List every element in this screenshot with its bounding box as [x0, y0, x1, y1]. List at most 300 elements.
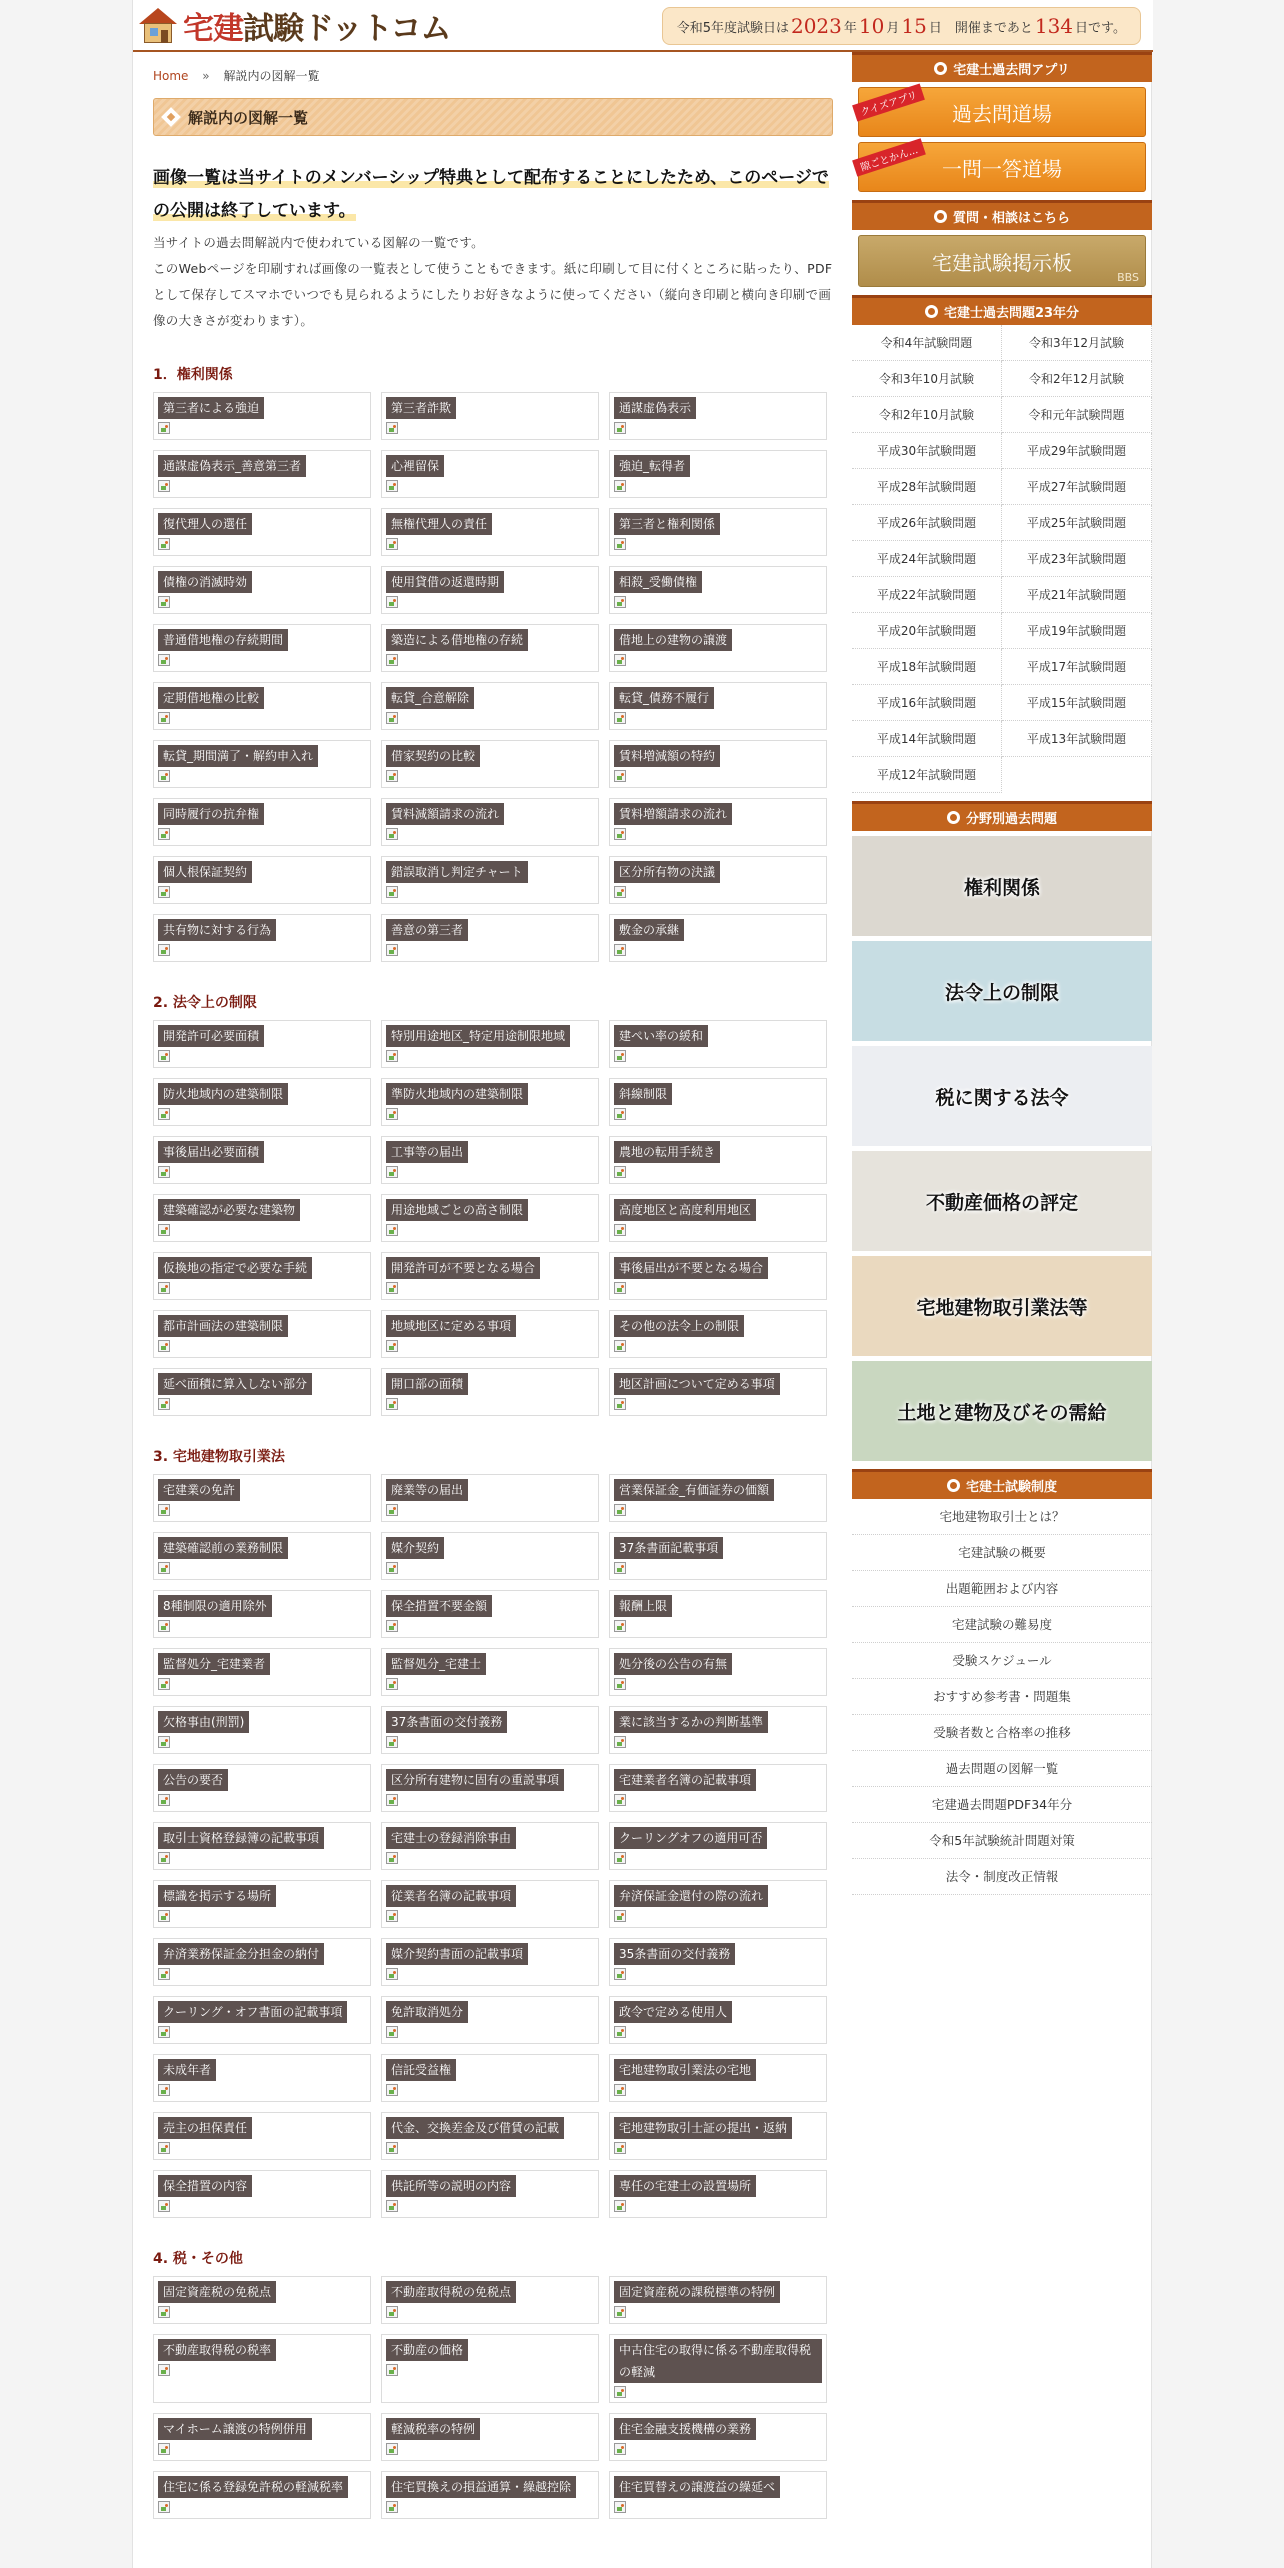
diagram-grid	[153, 2276, 833, 2519]
circle-bullet-icon	[934, 62, 947, 75]
broken-image-icon	[614, 1108, 626, 1120]
main-content	[153, 52, 833, 2519]
exam-year-link[interactable]: 平成26年試験問題	[852, 505, 1002, 541]
diagram-caption: 延べ面積に算入しない部分	[158, 1373, 312, 1395]
diagram-card	[153, 2334, 371, 2403]
breadcrumb-home-link[interactable]: Home	[153, 69, 189, 83]
exam-year-link[interactable]: 平成14年試験問題	[852, 721, 1002, 757]
diagram-card	[153, 1194, 371, 1242]
diagram-caption: 建築確認前の業務制限	[158, 1537, 288, 1559]
diagram-card	[609, 798, 827, 846]
diagram-card	[381, 1078, 599, 1126]
ichimon-ribbon: 隙ごとかん...	[852, 138, 925, 176]
diagram-caption: 善意の第三者	[386, 919, 468, 941]
diagram-card	[609, 740, 827, 788]
diagram-caption: その他の法令上の制限	[614, 1315, 744, 1337]
diagram-caption: 欠格事由(刑罰)	[158, 1711, 249, 1733]
section-title: 1．権利関係	[153, 367, 233, 383]
exam-system-link[interactable]: 過去問題の図解一覧	[852, 1751, 1152, 1787]
bbs-button[interactable]	[858, 235, 1146, 287]
diagram-caption: 区分所有物の決議	[614, 861, 720, 883]
page-title-text: 解説内の図解一覧	[188, 108, 309, 127]
broken-image-icon	[158, 2443, 170, 2455]
broken-image-icon	[158, 1678, 170, 1690]
diagram-card	[153, 2471, 371, 2519]
intro-text	[153, 230, 833, 334]
diagram-card	[381, 2112, 599, 2160]
diagram-card	[381, 2334, 599, 2403]
site-logo[interactable]	[137, 4, 451, 46]
exam-year-link[interactable]: 平成29年試験問題	[1002, 433, 1152, 469]
exam-year-link[interactable]: 平成25年試験問題	[1002, 505, 1152, 541]
countdown-day: 15	[901, 14, 927, 38]
category-banner[interactable]	[852, 941, 1152, 1041]
diagram-caption: 個人根保証契約	[158, 861, 252, 883]
exam-system-link[interactable]: 出題範囲および内容	[852, 1571, 1152, 1607]
page-title	[153, 98, 833, 136]
diagram-caption: 仮換地の指定で必要な手続	[158, 1257, 312, 1279]
broken-image-icon	[386, 2142, 398, 2154]
diagram-card	[153, 2170, 371, 2218]
breadcrumb-separator: »	[202, 69, 210, 83]
exam-system-link[interactable]: 令和5年試験統計問題対策	[852, 1823, 1152, 1859]
diagram-card	[609, 1532, 827, 1580]
diagram-section	[153, 2248, 833, 2519]
diagram-caption: 媒介契約	[386, 1537, 444, 1559]
broken-image-icon	[158, 1224, 170, 1236]
exam-system-link[interactable]: おすすめ参考書・問題集	[852, 1679, 1152, 1715]
category-banner[interactable]	[852, 1046, 1152, 1146]
diagram-caption: 第三者詐欺	[386, 397, 456, 419]
diagram-card	[381, 1706, 599, 1754]
ichimon-itto-dojo-button[interactable]	[858, 142, 1146, 192]
diagram-card	[153, 914, 371, 962]
diagram-card	[381, 2054, 599, 2102]
diagram-card	[153, 1020, 371, 1068]
diagram-section	[153, 992, 833, 1416]
diagram-section	[153, 364, 833, 962]
diagram-caption: 通謀虚偽表示_善意第三者	[158, 455, 306, 477]
diagram-caption: 保全措置不要金額	[386, 1595, 492, 1617]
exam-system-link[interactable]: 宅地建物取引士とは？	[852, 1499, 1152, 1535]
exam-year-link[interactable]: 平成21年試験問題	[1002, 577, 1152, 613]
diagram-card	[381, 2276, 599, 2324]
bbs-label: 宅建試験掲示板	[932, 250, 1072, 275]
consult-section-heading	[852, 200, 1152, 230]
countdown-month-unit: 月	[886, 20, 900, 36]
broken-image-icon	[386, 1398, 398, 1410]
diagram-sections	[153, 364, 833, 2519]
diagram-caption: 借家契約の比較	[386, 745, 480, 767]
diagram-card	[381, 508, 599, 556]
system-section-heading	[852, 1469, 1152, 1499]
exam-year-link[interactable]: 平成24年試験問題	[852, 541, 1002, 577]
broken-image-icon	[614, 1504, 626, 1516]
sidebar	[852, 52, 1152, 1895]
category-banner-label: 権利関係	[963, 876, 1040, 899]
broken-image-icon	[386, 2501, 398, 2513]
diagram-card	[381, 1532, 599, 1580]
broken-image-icon	[386, 1910, 398, 1922]
diagram-card	[381, 1938, 599, 1986]
diagram-card	[153, 1996, 371, 2044]
exam-year-link[interactable]: 平成20年試験問題	[852, 613, 1002, 649]
countdown-mid: 開催まであと	[941, 20, 1033, 36]
broken-image-icon	[386, 538, 398, 550]
exam-system-link[interactable]: 法令・制度改正情報	[852, 1859, 1152, 1895]
broken-image-icon	[614, 1340, 626, 1352]
diagram-card	[153, 856, 371, 904]
exam-system-link[interactable]: 宅建試験の概要	[852, 1535, 1152, 1571]
broken-image-icon	[158, 2364, 170, 2376]
diagram-caption: クーリング・オフ書面の記載事項	[158, 2001, 347, 2023]
exam-year-link[interactable]: 平成16年試験問題	[852, 685, 1002, 721]
diagram-card	[153, 508, 371, 556]
broken-image-icon	[158, 1340, 170, 1352]
exam-year-link[interactable]: 平成27年試験問題	[1002, 469, 1152, 505]
broken-image-icon	[614, 480, 626, 492]
diagram-caption: 斜線制限	[614, 1083, 672, 1105]
diagram-caption: 営業保証金_有価証券の価額	[614, 1479, 774, 1501]
diagram-card	[609, 508, 827, 556]
diagram-caption: 転貸_合意解除	[386, 687, 474, 709]
diagram-caption: 信託受益権	[386, 2059, 456, 2081]
broken-image-icon	[158, 944, 170, 956]
broken-image-icon	[386, 1562, 398, 1574]
circle-bullet-icon	[925, 305, 938, 318]
diagram-caption: 宅建業者名簿の記載事項	[614, 1769, 756, 1791]
diagram-card	[381, 2170, 599, 2218]
broken-image-icon	[614, 1398, 626, 1410]
diagram-caption: 宅建業の免許	[158, 1479, 240, 1501]
diagram-card	[381, 1764, 599, 1812]
diagram-caption: 弁済業務保証金分担金の納付	[158, 1943, 324, 1965]
broken-image-icon	[158, 712, 170, 724]
diagram-caption: 住宅に係る登録免許税の軽減税率	[158, 2476, 348, 2498]
intro-line-1: 当サイトの過去問解説内で使われている図解の一覧です。	[153, 235, 484, 250]
broken-image-icon	[386, 1852, 398, 1864]
category-banner[interactable]	[852, 1151, 1152, 1251]
diagram-card	[153, 1764, 371, 1812]
exam-year-link[interactable]: 令和元年試験問題	[1002, 397, 1152, 433]
diagram-card	[381, 856, 599, 904]
category-section-heading-text: 分野別過去問題	[965, 812, 1057, 827]
diagram-caption: 専任の宅建士の設置場所	[614, 2175, 756, 2197]
diagram-caption: 不動産取得税の税率	[158, 2339, 276, 2361]
diagram-caption: 都市計画法の建築制限	[158, 1315, 288, 1337]
diagram-caption: 取引士資格登録簿の記載事項	[158, 1827, 324, 1849]
broken-image-icon	[614, 1678, 626, 1690]
diagram-card	[609, 1880, 827, 1928]
diagram-caption: 軽減税率の特例	[386, 2418, 480, 2440]
diagram-card	[609, 1648, 827, 1696]
diagram-caption: 37条書面記載事項	[614, 1537, 723, 1559]
diagram-card	[609, 2334, 827, 2403]
broken-image-icon	[614, 1910, 626, 1922]
countdown-days: 134	[1034, 14, 1074, 38]
diagram-card	[381, 450, 599, 498]
broken-image-icon	[386, 596, 398, 608]
diagram-caption: 売主の担保責任	[158, 2117, 252, 2139]
app-section-heading	[852, 52, 1152, 82]
diagram-card	[153, 1474, 371, 1522]
broken-image-icon	[614, 2026, 626, 2038]
diagram-card	[381, 566, 599, 614]
exam-countdown	[662, 7, 1141, 45]
broken-image-icon	[386, 1340, 398, 1352]
broken-image-icon	[158, 1562, 170, 1574]
diagram-caption: 固定資産税の課税標準の特例	[614, 2281, 780, 2303]
broken-image-icon	[386, 1166, 398, 1178]
broken-image-icon	[386, 770, 398, 782]
broken-image-icon	[158, 1108, 170, 1120]
diagram-card	[381, 1194, 599, 1242]
exam-year-link[interactable]: 平成30年試験問題	[852, 433, 1002, 469]
diagram-caption: 監督処分_宅建業者	[158, 1653, 270, 1675]
diagram-caption: 同時履行の抗弁権	[158, 803, 264, 825]
broken-image-icon	[614, 2386, 626, 2398]
diagram-caption: 免許取消処分	[386, 2001, 468, 2023]
diagram-caption: 35条書面の交付義務	[614, 1943, 735, 1965]
logo-text: 宅建試験ドットコム	[183, 10, 451, 47]
diagram-card	[381, 1474, 599, 1522]
diagram-card	[381, 740, 599, 788]
broken-image-icon	[158, 2142, 170, 2154]
diagram-caption: 住宅金融支援機構の業務	[614, 2418, 756, 2440]
diagram-caption: 業に該当するかの判断基準	[614, 1711, 768, 1733]
diagram-section	[153, 1446, 833, 2218]
diagram-caption: 開発許可が不要となる場合	[386, 1257, 540, 1279]
diagram-card	[381, 1020, 599, 1068]
section-title: 4. 税・その他	[153, 2251, 243, 2267]
broken-image-icon	[614, 538, 626, 550]
exam-year-link[interactable]: 平成15年試験問題	[1002, 685, 1152, 721]
diagram-caption: 借地上の建物の譲渡	[614, 629, 732, 651]
diagram-caption: 賃料増額請求の流れ	[614, 803, 732, 825]
category-banner[interactable]	[852, 836, 1152, 936]
page	[132, 0, 1152, 2568]
broken-image-icon	[386, 2364, 398, 2376]
broken-image-icon	[614, 1166, 626, 1178]
diagram-caption: 8種制限の適用除外	[158, 1595, 272, 1617]
exam-system-link[interactable]: 宅建過去問題PDF34年分	[852, 1787, 1152, 1823]
broken-image-icon	[614, 1050, 626, 1062]
broken-image-icon	[158, 886, 170, 898]
diagram-caption: 復代理人の選任	[158, 513, 252, 535]
diagram-card	[153, 2112, 371, 2160]
diagram-card	[153, 450, 371, 498]
diagram-card	[153, 1822, 371, 1870]
diagram-card	[153, 392, 371, 440]
diagram-card	[609, 1252, 827, 1300]
diagram-caption: 強迫_転得者	[614, 455, 690, 477]
diagram-caption: 開発許可必要面積	[158, 1025, 264, 1047]
diagram-card	[609, 1078, 827, 1126]
exam-year-link[interactable]: 令和3年10月試験	[852, 361, 1002, 397]
diagram-card	[609, 1194, 827, 1242]
kakomon-dojo-button[interactable]	[858, 87, 1146, 137]
diagram-caption: 債権の消滅時効	[158, 571, 252, 593]
category-banner-list	[852, 836, 1152, 1461]
exam-year-link[interactable]: 令和2年12月試験	[1002, 361, 1152, 397]
broken-image-icon	[158, 538, 170, 550]
diagram-caption: 普通借地権の存続期間	[158, 629, 288, 651]
diagram-caption: 農地の転用手続き	[614, 1141, 720, 1163]
exam-year-link[interactable]: 平成17年試験問題	[1002, 649, 1152, 685]
diagram-card	[381, 2413, 599, 2461]
broken-image-icon	[158, 596, 170, 608]
diagram-caption: 不動産の価格	[386, 2339, 468, 2361]
diagram-caption: 公告の要否	[158, 1769, 228, 1791]
exam-year-link[interactable]: 平成23年試験問題	[1002, 541, 1152, 577]
diagram-card	[153, 1532, 371, 1580]
diagram-caption: 標識を掲示する場所	[158, 1885, 276, 1907]
diagram-card	[381, 1648, 599, 1696]
quiz-app-ribbon: クイズアプリ	[852, 83, 925, 121]
diagram-caption: マイホーム譲渡の特例併用	[158, 2418, 312, 2440]
notice-text: 画像一覧は当サイトのメンバーシップ特典として配布することにしたため、このページでの公開は終了しています。	[153, 168, 829, 221]
broken-image-icon	[386, 1736, 398, 1748]
diagram-caption: 防火地域内の建築制限	[158, 1083, 288, 1105]
broken-image-icon	[386, 1050, 398, 1062]
broken-image-icon	[614, 2443, 626, 2455]
diagram-caption: 廃業等の届出	[386, 1479, 468, 1501]
broken-image-icon	[158, 1736, 170, 1748]
broken-image-icon	[386, 886, 398, 898]
exam-year-link[interactable]: 令和2年10月試験	[852, 397, 1002, 433]
diagram-card	[381, 1590, 599, 1638]
diagram-card	[381, 682, 599, 730]
broken-image-icon	[614, 2306, 626, 2318]
broken-image-icon	[614, 828, 626, 840]
diagram-card	[153, 2276, 371, 2324]
category-banner[interactable]	[852, 1361, 1152, 1461]
category-banner-label: 宅地建物取引業法等	[916, 1296, 1088, 1319]
diagram-caption: 転貸_債務不履行	[614, 687, 714, 709]
exam-section-heading	[852, 295, 1152, 325]
broken-image-icon	[158, 1166, 170, 1178]
exam-system-link[interactable]: 受験者数と合格率の推移	[852, 1715, 1152, 1751]
broken-image-icon	[158, 1910, 170, 1922]
exam-system-link[interactable]: 宅建試験の難易度	[852, 1607, 1152, 1643]
broken-image-icon	[386, 828, 398, 840]
diagram-card	[153, 740, 371, 788]
exam-system-link[interactable]: 受験スケジュール	[852, 1643, 1152, 1679]
diagram-caption: 準防火地域内の建築制限	[386, 1083, 528, 1105]
diagram-caption: 相殺_受働債権	[614, 571, 702, 593]
diagram-caption: 処分後の公告の有無	[614, 1653, 732, 1675]
exam-year-link[interactable]: 平成12年試験問題	[852, 757, 1002, 793]
category-banner-label: 不動産価格の評定	[925, 1191, 1078, 1214]
exam-year-link[interactable]: 平成13年試験問題	[1002, 721, 1152, 757]
diagram-caption: 賃料増減額の特約	[614, 745, 720, 767]
exam-year-link[interactable]: 平成22年試験問題	[852, 577, 1002, 613]
broken-image-icon	[386, 712, 398, 724]
diagram-caption: 開口部の面積	[386, 1373, 468, 1395]
diagram-card	[609, 914, 827, 962]
diagram-caption: 中古住宅の取得に係る不動産取得税の軽減	[614, 2339, 822, 2383]
broken-image-icon	[614, 1620, 626, 1632]
section-title: 3. 宅地建物取引業法	[153, 1449, 285, 1465]
broken-image-icon	[614, 1562, 626, 1574]
exam-year-link[interactable]: 令和3年12月試験	[1002, 325, 1152, 361]
diagram-caption: 媒介契約書面の記載事項	[386, 1943, 528, 1965]
diagram-caption: 宅地建物取引士証の提出・返納	[614, 2117, 792, 2139]
diagram-caption: 宅建士の登録消除事由	[386, 1827, 516, 1849]
diagram-card	[381, 1310, 599, 1358]
broken-image-icon	[386, 1620, 398, 1632]
diagram-caption: 事後届出必要面積	[158, 1141, 264, 1163]
category-banner-label: 法令上の制限	[944, 981, 1059, 1004]
diagram-card	[153, 1880, 371, 1928]
broken-image-icon	[386, 1504, 398, 1516]
broken-image-icon	[614, 2084, 626, 2096]
diagram-caption: 錯誤取消し判定チャート	[386, 861, 528, 883]
broken-image-icon	[614, 770, 626, 782]
bbs-tag: BBS	[1117, 271, 1139, 284]
broken-image-icon	[614, 2142, 626, 2154]
broken-image-icon	[614, 596, 626, 608]
broken-image-icon	[614, 886, 626, 898]
diagram-caption: 固定資産税の免税点	[158, 2281, 276, 2303]
diagram-card	[609, 1368, 827, 1416]
diagram-card	[609, 1822, 827, 1870]
countdown-day-unit: 日	[928, 20, 942, 36]
diagram-caption: 従業者名簿の記載事項	[386, 1885, 516, 1907]
broken-image-icon	[614, 1968, 626, 1980]
category-banner[interactable]	[852, 1256, 1152, 1356]
diagram-card	[153, 566, 371, 614]
ichimon-itto-dojo-label: 一問一答道場	[942, 156, 1062, 181]
diagram-card	[609, 2112, 827, 2160]
countdown-year-unit: 年	[843, 20, 857, 36]
diagram-caption: 通謀虚偽表示	[614, 397, 696, 419]
broken-image-icon	[158, 480, 170, 492]
exam-year-link[interactable]: 平成19年試験問題	[1002, 613, 1152, 649]
broken-image-icon	[386, 1282, 398, 1294]
broken-image-icon	[614, 654, 626, 666]
breadcrumb-current: 解説内の図解一覧	[223, 69, 320, 83]
diagram-card	[153, 1078, 371, 1126]
broken-image-icon	[158, 1620, 170, 1632]
exam-system-links	[852, 1499, 1152, 1895]
diagram-card	[609, 1706, 827, 1754]
broken-image-icon	[614, 1852, 626, 1864]
broken-image-icon	[158, 1398, 170, 1410]
broken-image-icon	[614, 2501, 626, 2513]
exam-year-link[interactable]: 平成18年試験問題	[852, 649, 1002, 685]
exam-year-link[interactable]: 令和4年試験問題	[852, 325, 1002, 361]
diagram-caption: 未成年者	[158, 2059, 216, 2081]
broken-image-icon	[614, 944, 626, 956]
category-banner-label: 税に関する法令	[935, 1086, 1069, 1109]
broken-image-icon	[614, 2200, 626, 2212]
diagram-caption: 住宅買換えの損益通算・繰越控除	[386, 2476, 576, 2498]
exam-year-link[interactable]: 平成28年試験問題	[852, 469, 1002, 505]
diagram-card	[381, 1252, 599, 1300]
diagram-card	[609, 2054, 827, 2102]
house-logo-icon	[137, 6, 179, 44]
membership-notice	[153, 162, 833, 228]
diagram-caption: 特別用途地区_特定用途制限地域	[386, 1025, 570, 1047]
category-section-heading	[852, 801, 1152, 831]
diagram-caption: 代金、交換差金及び借賃の記載	[386, 2117, 564, 2139]
diagram-caption: 区分所有建物に固有の重説事項	[386, 1769, 564, 1791]
countdown-month: 10	[858, 14, 885, 38]
diagram-caption: 心裡留保	[386, 455, 444, 477]
broken-image-icon	[158, 828, 170, 840]
diagram-caption: 37条書面の交付義務	[386, 1711, 507, 1733]
